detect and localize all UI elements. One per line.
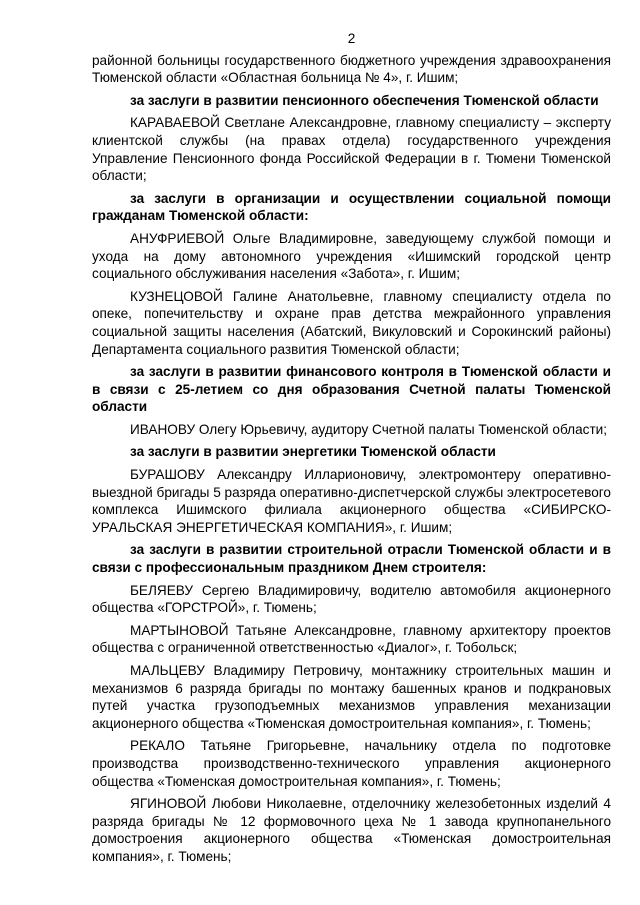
award-paragraph: БУРАШОВУ Александру Илларионовичу, электромонтеру оперативно-выездной бригады 5 разряда оперативно-диспетчерской службы электросетевого комплекса Ишимского филиала акционерного общества «СИБИРСКО-УРАЛЬСКАЯ ЭНЕРГЕТИЧЕСКАЯ КОМПАНИЯ», г. Ишим; xyxy=(92,467,611,535)
award-paragraph: МАРТЫНОВОЙ Татьяне Александровне, главному архитектору проектов общества с ограниченной ответственностью «Диалог», г. Тобольск; xyxy=(92,622,611,656)
paragraph-continuation: районной больницы государственного бюджетного учреждения здравоохранения Тюменской области «Областная больница № 4», г. Ишим; xyxy=(92,52,611,86)
page-number: 2 xyxy=(347,31,356,46)
award-paragraph: ЯГИНОВОЙ Любови Николаевне, отделочнику железобетонных изделий 4 разряда бригады № 12 формовочного цеха № 1 завода крупнопанельного домостроения акционерного общества «Тюменская домостроительная компания», г. Тюмень; xyxy=(92,796,611,864)
award-paragraph: КУЗНЕЦОВОЙ Галине Анатольевне, главному специалисту отдела по опеке, попечительству и охране прав детства межрайонного управления социальной защиты населения (Абатский, Викуловский и Сорокинский районы) Департамента социального развития Тюменской области; xyxy=(92,288,611,357)
section-heading-social-help: за заслуги в организации и осуществлении социальной помощи гражданам Тюменской области: xyxy=(92,190,611,224)
award-paragraph: БЕЛЯЕВУ Сергею Владимировичу, водителю автомобиля акционерного общества «ГОРСТРОЙ», г. Тюмень; xyxy=(92,582,611,616)
award-paragraph: АНУФРИЕВОЙ Ольге Владимировне, заведующему службой помощи и ухода на дому автономного учреждения «Ишимский городской центр социального обслуживания населения «Забота», г. Ишим; xyxy=(92,230,611,282)
award-paragraph: КАРАВАЕВОЙ Светлане Александровне, главному специалисту – эксперту клиентской службы (на правах отдела) государственного учреждения Управление Пенсионного фонда Российской Федерации в г. Тюмени Тюменской области; xyxy=(92,115,611,184)
award-paragraph: МАЛЬЦЕВУ Владимиру Петровичу, монтажнику строительных машин и механизмов 6 разряда бригады по монтажу башенных кранов и подкрановых путей участка грузоподъемных механизмов управления механизации акционерного общества «Тюменская домостроительная компания», г. Тюмень; xyxy=(92,663,611,731)
award-paragraph: РЕКАЛО Татьяне Григорьевне, начальнику отдела по подготовке производства производственно-технического управления акционерного общества «Тюменская домостроительная компания», г. Тюмень; xyxy=(92,738,611,789)
section-heading-construction: за заслуги в развитии строительной отрасли Тюменской области и в связи с профессиональным праздником Днем строителя: xyxy=(92,542,611,576)
section-heading-energy: за заслуги в развитии энергетики Тюменской области xyxy=(130,444,496,460)
section-heading-pension: за заслуги в развитии пенсионного обеспечения Тюменской области xyxy=(130,92,599,108)
section-heading-financial-control: за заслуги в развитии финансового контроля в Тюменской области и в связи с 25-летием со дня образования Счетной палаты Тюменской области xyxy=(92,364,611,415)
document-page xyxy=(92,30,611,871)
award-paragraph: ИВАНОВУ Олегу Юрьевичу, аудитору Счетной палаты Тюменской области; xyxy=(130,421,608,437)
